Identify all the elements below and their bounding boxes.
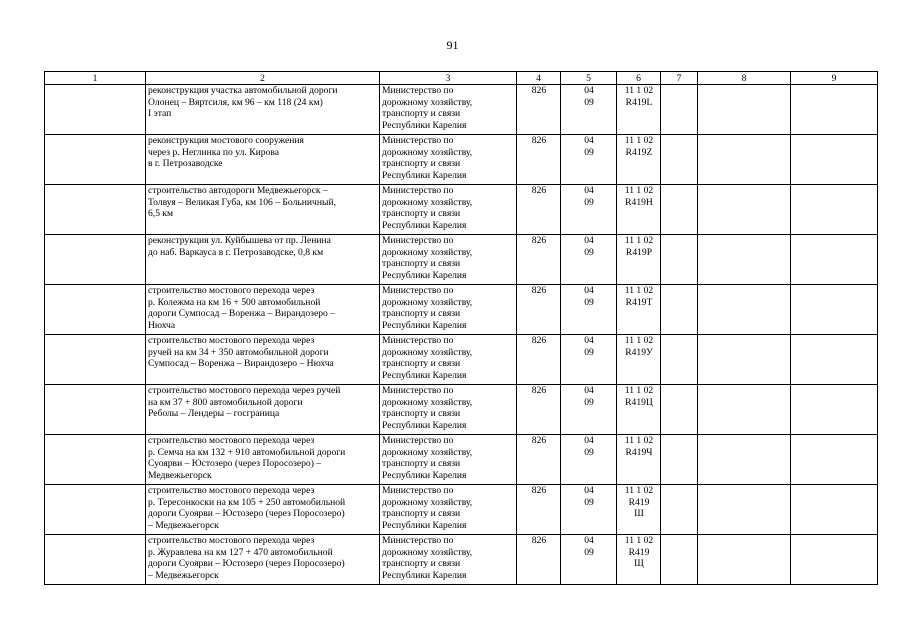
- empty-cell: [698, 435, 791, 485]
- section-cell: [561, 235, 617, 285]
- empty-cell: [698, 485, 791, 535]
- empty-cell: [791, 335, 878, 385]
- agency-cell-line: Министерство по: [382, 85, 454, 96]
- target-article-cell-line: 11 1 02: [624, 185, 654, 196]
- target-article-cell-line: R419Ц: [625, 396, 653, 408]
- agency-cell: [380, 535, 517, 585]
- agency-cell-line: транспорту и связи: [382, 258, 461, 270]
- empty-cell: [698, 185, 791, 235]
- agency-cell-line: транспорту и связи: [382, 358, 461, 370]
- project-name-cell: [146, 435, 380, 485]
- project-name-cell: [146, 385, 380, 435]
- section-cell: [561, 385, 617, 435]
- project-name-cell-line: р. Семча на км 132 + 910 автомобильной дороги: [148, 446, 346, 458]
- agency-cell-line: Республики Карелия: [382, 519, 467, 531]
- table-row: [45, 185, 878, 235]
- agency-cell: [380, 185, 517, 235]
- project-name-cell-line: строительство автодороги Медвежьегорск –: [148, 185, 328, 196]
- agency-cell-line: дорожному хозяйству,: [382, 146, 473, 158]
- column-number: 1: [45, 72, 146, 85]
- target-article-cell-line: R419: [628, 546, 650, 558]
- empty-cell: [45, 335, 146, 385]
- project-name-cell-line: 6,5 км: [148, 208, 174, 220]
- project-name-cell-line: через р. Неглинка по ул. Кирова: [148, 146, 279, 158]
- agency-cell-line: дорожному хозяйству,: [382, 496, 473, 508]
- agency-cell-line: Республики Карелия: [382, 419, 467, 431]
- target-article-cell-line: R419У: [625, 346, 653, 358]
- page-number: 91: [446, 38, 459, 52]
- empty-cell: [791, 385, 878, 435]
- column-number: 8: [698, 72, 791, 85]
- section-cell: [561, 485, 617, 535]
- project-name-cell-line: Олонец – Вяртсиля, км 96 – км 118 (24 км): [148, 96, 323, 108]
- agency-cell-line: транспорту и связи: [382, 208, 461, 220]
- column-number: 9: [791, 72, 878, 85]
- agency-cell-line: Республики Карелия: [382, 119, 467, 131]
- section-cell-line: 04: [584, 485, 594, 496]
- agency-cell-line: Министерство по: [382, 285, 454, 296]
- empty-cell: [791, 85, 878, 135]
- target-article-cell-line: R419: [628, 496, 650, 508]
- project-name-cell: [146, 335, 380, 385]
- agency-cell-line: Министерство по: [382, 135, 454, 146]
- section-cell-line: 04: [584, 385, 594, 396]
- section-cell-line: 04: [584, 435, 594, 446]
- section-cell-line: 09: [584, 146, 594, 158]
- empty-cell: [698, 285, 791, 335]
- agency-cell-line: дорожному хозяйству,: [382, 296, 473, 308]
- table-row: [45, 435, 878, 485]
- agency-cell-line: дорожному хозяйству,: [382, 246, 473, 258]
- target-article-cell-line: R419L: [625, 96, 653, 108]
- column-number: 2: [146, 72, 380, 85]
- code-cell: 826: [517, 285, 561, 335]
- empty-cell: [45, 85, 146, 135]
- project-name-cell-line: дороги Сумпосад – Воренжа – Вирандозеро –: [148, 308, 336, 320]
- project-name-cell-line: строительство мостового перехода через ручей: [148, 385, 341, 396]
- project-name-cell-line: – Медвежьегорск: [148, 519, 219, 531]
- column-number: 3: [380, 72, 517, 85]
- agency-cell-line: Республики Карелия: [382, 469, 467, 481]
- budget-table: [44, 71, 878, 585]
- agency-cell: [380, 335, 517, 385]
- agency-cell-line: транспорту и связи: [382, 308, 461, 320]
- target-article-cell-line: R419H: [625, 196, 653, 208]
- agency-cell-line: Республики Карелия: [382, 319, 467, 331]
- agency-cell-line: Министерство по: [382, 535, 454, 546]
- section-cell: [561, 335, 617, 385]
- empty-cell: [45, 285, 146, 335]
- target-article-cell-line: 11 1 02: [624, 285, 654, 296]
- section-cell-line: 09: [584, 96, 594, 108]
- project-name-cell-line: в г. Петрозаводске: [148, 158, 223, 170]
- section-cell-line: 09: [584, 546, 594, 558]
- empty-cell: [661, 135, 698, 185]
- section-cell: [561, 285, 617, 335]
- agency-cell-line: дорожному хозяйству,: [382, 446, 473, 458]
- agency-cell-line: транспорту и связи: [382, 158, 461, 170]
- project-name-cell: [146, 235, 380, 285]
- section-cell-line: 09: [584, 296, 594, 308]
- agency-cell-line: транспорту и связи: [382, 558, 461, 570]
- agency-cell-line: дорожному хозяйству,: [382, 546, 473, 558]
- project-name-cell-line: строительство мостового перехода через: [148, 485, 315, 496]
- agency-cell-line: дорожному хозяйству,: [382, 96, 473, 108]
- empty-cell: [45, 535, 146, 585]
- target-article-cell: [617, 235, 661, 285]
- section-cell: [561, 185, 617, 235]
- target-article-cell-line: Щ: [634, 558, 644, 570]
- agency-cell: [380, 135, 517, 185]
- project-name-cell: [146, 535, 380, 585]
- empty-cell: [791, 535, 878, 585]
- empty-cell: [45, 485, 146, 535]
- project-name-cell-line: на км 37 + 800 автомобильной дороги: [148, 396, 303, 408]
- project-name-cell-line: Нюхча: [148, 319, 176, 331]
- agency-cell-line: Республики Карелия: [382, 219, 467, 231]
- section-cell-line: 04: [584, 185, 594, 196]
- target-article-cell-line: 11 1 02: [624, 85, 654, 96]
- table-body: [45, 72, 878, 585]
- agency-cell-line: Министерство по: [382, 485, 454, 496]
- table-row: [45, 135, 878, 185]
- target-article-cell-line: Ш: [634, 508, 644, 520]
- target-article-cell-line: 11 1 02: [624, 335, 654, 346]
- agency-cell-line: транспорту и связи: [382, 508, 461, 520]
- empty-cell: [791, 235, 878, 285]
- target-article-cell: [617, 385, 661, 435]
- empty-cell: [791, 185, 878, 235]
- column-number: 6: [617, 72, 661, 85]
- section-cell-line: 04: [584, 535, 594, 546]
- agency-cell-line: транспорту и связи: [382, 108, 461, 120]
- section-cell-line: 09: [584, 196, 594, 208]
- section-cell-line: 09: [584, 346, 594, 358]
- empty-cell: [661, 85, 698, 135]
- project-name-cell-line: дороги Суоярви – Юстозеро (через Поросозеро): [148, 558, 345, 570]
- column-number: 7: [661, 72, 698, 85]
- project-name-cell: [146, 135, 380, 185]
- project-name-cell-line: I этап: [148, 108, 172, 120]
- target-article-cell-line: R419P: [625, 246, 653, 258]
- empty-cell: [661, 535, 698, 585]
- target-article-cell: [617, 185, 661, 235]
- empty-cell: [45, 235, 146, 285]
- target-article-cell-line: 11 1 02: [624, 235, 654, 246]
- target-article-cell: [617, 535, 661, 585]
- agency-cell-line: дорожному хозяйству,: [382, 196, 473, 208]
- agency-cell-line: Министерство по: [382, 435, 454, 446]
- agency-cell-line: Министерство по: [382, 185, 454, 196]
- project-name-cell: [146, 485, 380, 535]
- empty-cell: [661, 285, 698, 335]
- code-cell: 826: [517, 85, 561, 135]
- empty-cell: [661, 185, 698, 235]
- project-name-cell: [146, 85, 380, 135]
- agency-cell-line: транспорту и связи: [382, 458, 461, 470]
- section-cell-line: 04: [584, 335, 594, 346]
- agency-cell: [380, 435, 517, 485]
- section-cell: [561, 135, 617, 185]
- column-number: 4: [517, 72, 561, 85]
- code-cell: 826: [517, 335, 561, 385]
- code-cell: 826: [517, 485, 561, 535]
- project-name-cell-line: дороги Суоярви – Юстозеро (через Поросозеро): [148, 508, 345, 520]
- empty-cell: [45, 185, 146, 235]
- target-article-cell: [617, 335, 661, 385]
- target-article-cell-line: 11 1 02: [624, 135, 654, 146]
- empty-cell: [791, 435, 878, 485]
- table-row: [45, 85, 878, 135]
- section-cell-line: 04: [584, 135, 594, 146]
- column-number-row: [45, 72, 878, 85]
- empty-cell: [661, 235, 698, 285]
- empty-cell: [698, 535, 791, 585]
- empty-cell: [661, 335, 698, 385]
- agency-cell-line: Министерство по: [382, 335, 454, 346]
- agency-cell-line: дорожному хозяйству,: [382, 346, 473, 358]
- agency-cell-line: Министерство по: [382, 235, 454, 246]
- code-cell: 826: [517, 135, 561, 185]
- section-cell-line: 04: [584, 285, 594, 296]
- empty-cell: [45, 135, 146, 185]
- agency-cell-line: Республики Карелия: [382, 369, 467, 381]
- empty-cell: [661, 485, 698, 535]
- project-name-cell-line: – Медвежьегорск: [148, 569, 219, 581]
- agency-cell: [380, 485, 517, 535]
- agency-cell-line: дорожному хозяйству,: [382, 396, 473, 408]
- empty-cell: [698, 235, 791, 285]
- agency-cell: [380, 285, 517, 335]
- project-name-cell-line: Толвуя – Великая Губа, км 106 – Больничный,: [148, 196, 336, 208]
- target-article-cell-line: 11 1 02: [624, 535, 654, 546]
- section-cell-line: 09: [584, 246, 594, 258]
- table-row: [45, 335, 878, 385]
- empty-cell: [698, 335, 791, 385]
- target-article-cell-line: 11 1 02: [624, 485, 654, 496]
- section-cell-line: 09: [584, 496, 594, 508]
- project-name-cell-line: строительство мостового перехода через: [148, 335, 315, 346]
- code-cell: 826: [517, 385, 561, 435]
- empty-cell: [791, 485, 878, 535]
- target-article-cell-line: 11 1 02: [624, 435, 654, 446]
- project-name-cell-line: строительство мостового перехода через: [148, 285, 315, 296]
- table-row: [45, 485, 878, 535]
- empty-cell: [791, 285, 878, 335]
- agency-cell: [380, 385, 517, 435]
- target-article-cell: [617, 285, 661, 335]
- project-name-cell-line: Сумпосад – Воренжа – Вирандозеро – Нюхча: [148, 358, 334, 370]
- agency-cell-line: Республики Карелия: [382, 169, 467, 181]
- code-cell: 826: [517, 235, 561, 285]
- section-cell: [561, 85, 617, 135]
- target-article-cell-line: R419Z: [625, 146, 653, 158]
- code-cell: 826: [517, 185, 561, 235]
- target-article-cell: [617, 485, 661, 535]
- code-cell: 826: [517, 435, 561, 485]
- section-cell-line: 09: [584, 446, 594, 458]
- section-cell-line: 09: [584, 396, 594, 408]
- section-cell: [561, 435, 617, 485]
- empty-cell: [661, 435, 698, 485]
- project-name-cell-line: Суоярви – Юстозеро (через Поросозеро) –: [148, 458, 322, 470]
- project-name-cell-line: р. Колежма на км 16 + 500 автомобильной: [148, 296, 321, 308]
- agency-cell-line: Республики Карелия: [382, 569, 467, 581]
- project-name-cell-line: р. Журавлева на км 127 + 470 автомобильной: [148, 546, 333, 558]
- project-name-cell: [146, 285, 380, 335]
- target-article-cell-line: R419T: [625, 296, 653, 308]
- agency-cell-line: Министерство по: [382, 385, 454, 396]
- project-name-cell-line: Реболы – Лендеры – госграница: [148, 408, 280, 420]
- empty-cell: [698, 85, 791, 135]
- empty-cell: [698, 385, 791, 435]
- agency-cell-line: Республики Карелия: [382, 269, 467, 281]
- table-row: [45, 385, 878, 435]
- target-article-cell-line: R419Ч: [625, 446, 653, 458]
- agency-cell-line: транспорту и связи: [382, 408, 461, 420]
- project-name-cell: [146, 185, 380, 235]
- agency-cell: [380, 85, 517, 135]
- target-article-cell: [617, 435, 661, 485]
- section-cell-line: 04: [584, 85, 594, 96]
- empty-cell: [45, 385, 146, 435]
- project-name-cell-line: реконструкция участка автомобильной дороги: [148, 85, 338, 96]
- table-row: [45, 285, 878, 335]
- project-name-cell-line: реконструкция мостового сооружения: [148, 135, 304, 146]
- project-name-cell-line: строительство мостового перехода через: [148, 535, 315, 546]
- empty-cell: [698, 135, 791, 185]
- empty-cell: [661, 385, 698, 435]
- code-cell: 826: [517, 535, 561, 585]
- project-name-cell-line: р. Тересонкоски на км 105 + 250 автомобильной: [148, 496, 346, 508]
- agency-cell: [380, 235, 517, 285]
- target-article-cell: [617, 135, 661, 185]
- table-row: [45, 235, 878, 285]
- project-name-cell-line: ручей на км 34 + 350 автомобильной дороги: [148, 346, 329, 358]
- table-row: [45, 535, 878, 585]
- project-name-cell-line: реконструкция ул. Куйбышева от пр. Ленина: [148, 235, 331, 246]
- empty-cell: [45, 435, 146, 485]
- column-number: 5: [561, 72, 617, 85]
- target-article-cell: [617, 85, 661, 135]
- target-article-cell-line: 11 1 02: [624, 385, 654, 396]
- project-name-cell-line: Медвежьегорск: [148, 469, 212, 481]
- empty-cell: [791, 135, 878, 185]
- project-name-cell-line: до наб. Варкауса в г. Петрозаводске, 0,8 км: [148, 246, 324, 258]
- section-cell: [561, 535, 617, 585]
- section-cell-line: 04: [584, 235, 594, 246]
- project-name-cell-line: строительство мостового перехода через: [148, 435, 315, 446]
